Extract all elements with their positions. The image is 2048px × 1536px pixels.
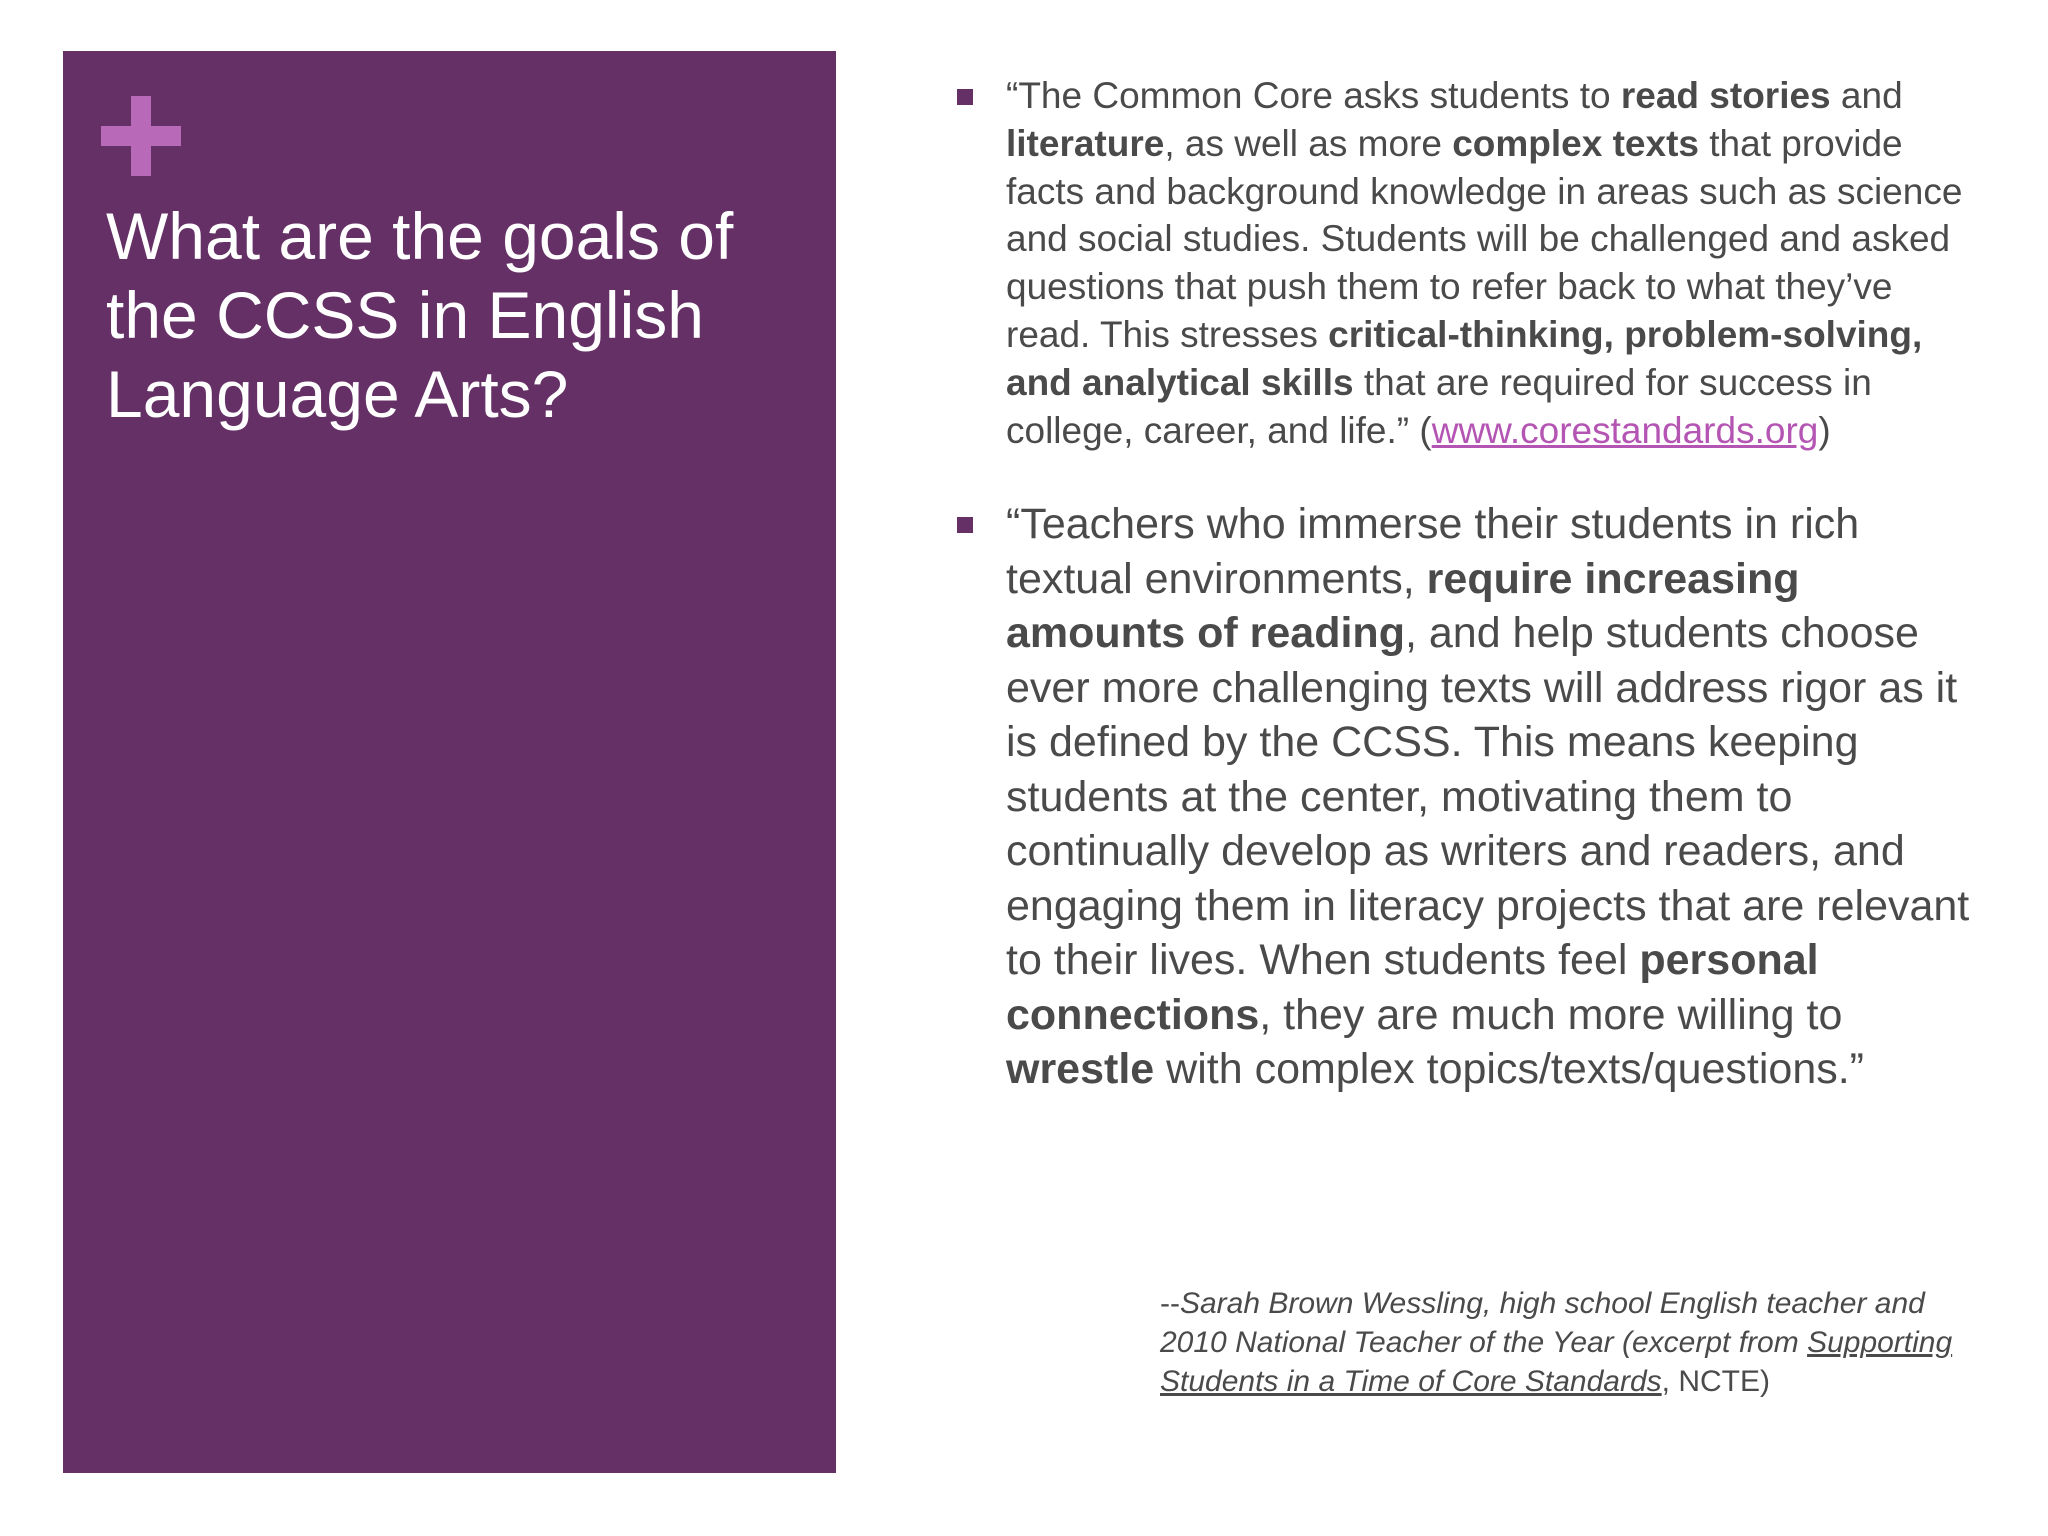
bullet-marker-icon xyxy=(957,517,973,533)
text-run: that are required for success in college, career, and life.” ( xyxy=(1006,361,1872,451)
attribution-book-title: Supporting Students in a Time of Core Standards xyxy=(1160,1326,1953,1398)
bold-phrase: require increasing amounts of reading xyxy=(1006,554,1800,658)
text-run: that provide facts and background knowledge in areas such as science and social studies. Students will be challenged and asked questions that push them to refer back to what they’ve read. This stresses xyxy=(1006,122,1963,355)
title-panel xyxy=(63,51,836,1473)
text-run: and xyxy=(1830,75,1903,116)
attribution-author: Sarah Brown Wessling, high school English teacher and 2010 National Teacher of the Year (excerpt from xyxy=(1160,1287,1925,1359)
bold-phrase: literature xyxy=(1006,122,1165,164)
text-run: ) xyxy=(1818,409,1831,451)
text-run: , and help students choose ever more challenging texts will address rigor as it is defined by the CCSS. This means keeping students at the center, motivating them to continually develop as writers and readers, and engaging them in literacy projects that are relevant to their lives. When students feel xyxy=(1006,609,1970,985)
bold-phrase: critical-thinking, problem-solving, and analytical skills xyxy=(1006,313,1923,403)
text-run: “The Common Core asks students to xyxy=(1006,75,1621,116)
attribution xyxy=(1160,1284,1990,1401)
source-link[interactable]: www.corestandards.org xyxy=(1431,409,1819,451)
bullet-text xyxy=(1006,72,1982,454)
attribution-dash: -- xyxy=(1160,1287,1180,1320)
text-run: , as well as more xyxy=(1164,122,1453,164)
text-run: with complex topics/texts/questions.” xyxy=(1154,1045,1864,1094)
bullet-marker-icon xyxy=(957,89,973,105)
slide-title: What are the goals of the CCSS in English Language Arts? xyxy=(106,199,734,431)
text-run: , they are much more willing to xyxy=(1259,990,1843,1039)
text-run: “Teachers who immerse their students in rich textual environments, xyxy=(1006,500,1860,603)
bullet-text xyxy=(1006,497,1982,1097)
attribution-publisher: , NCTE) xyxy=(1661,1365,1770,1398)
plus-icon-vertical-bar xyxy=(131,96,151,176)
bullet-item-2 xyxy=(957,497,1982,1097)
bold-phrase: personal connections xyxy=(1006,936,1819,1039)
bold-phrase: complex texts xyxy=(1452,122,1699,164)
bullet-item-1 xyxy=(957,72,1982,454)
plus-icon xyxy=(101,96,181,176)
bold-phrase: read stories xyxy=(1620,75,1831,116)
content-area xyxy=(957,72,1982,1097)
bold-phrase: wrestle xyxy=(1006,1045,1155,1094)
